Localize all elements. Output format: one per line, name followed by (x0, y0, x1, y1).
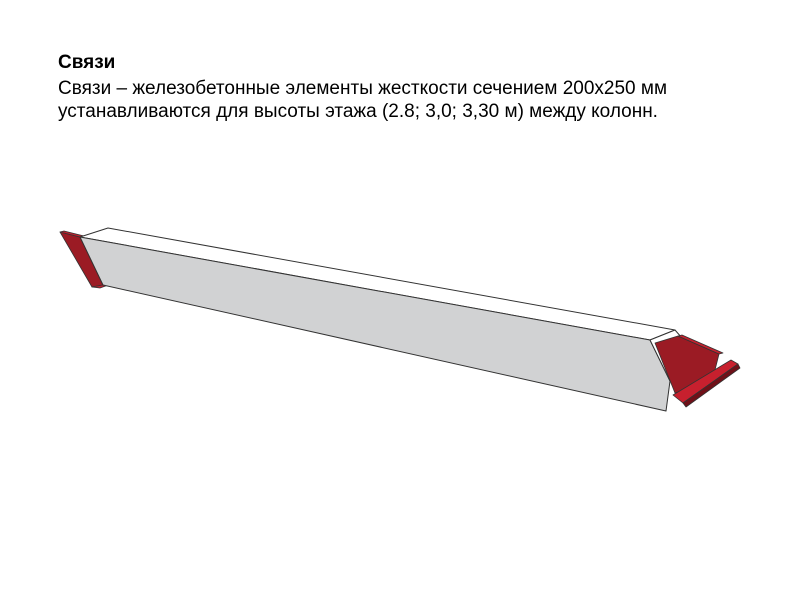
description-line-2: устанавливаются для высоты этажа (2.8; 3,0; 3,30 м) между колонн. (58, 101, 658, 122)
description-line-1: Связи – железобетонные элементы жесткости сечением 200х250 мм (58, 78, 668, 99)
beam-body (80, 228, 682, 411)
slide-title: Связи (58, 52, 116, 73)
